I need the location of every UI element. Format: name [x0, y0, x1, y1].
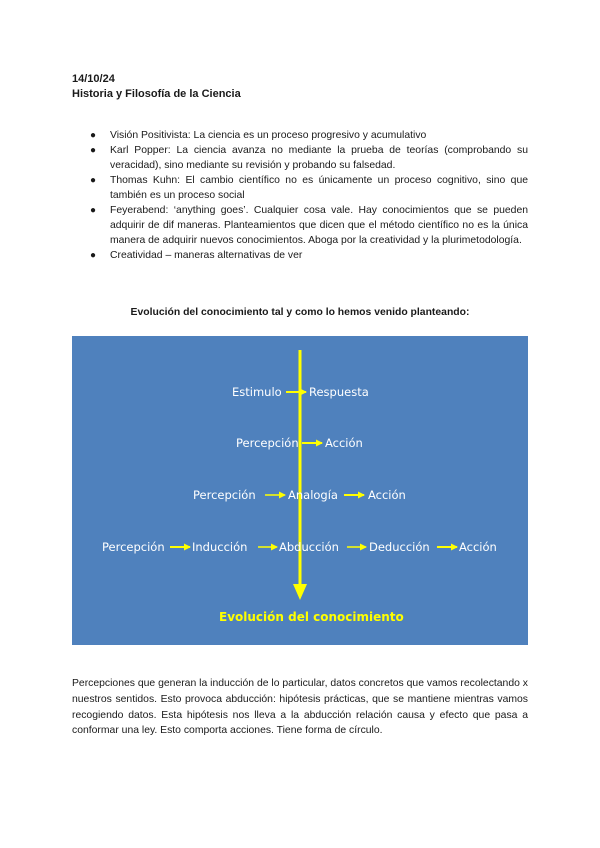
list-item: ● Thomas Kuhn: El cambio científico no es únicamente un proceso cognitivo, sino que también es un proceso social — [90, 175, 528, 201]
bullet-list — [72, 128, 528, 263]
summary-paragraph: Percepciones que generan la inducción de lo particular, datos concretos que vamos recolectando x nuestros sentidos. Esto provoca abducción: hipótesis prácticas, que se mantiene mientras vamos recogiendo datos. Esta hipótesis nos lleva a la abducción relación causa y efecto que pasa a conformar una ley. Esto comporta acciones. Tiene forma de círculo. — [72, 678, 528, 737]
bullet-icon: ● — [90, 205, 97, 216]
diagram-label-estimulo: Estimulo — [232, 385, 282, 399]
date: 14/10/24 — [72, 73, 115, 85]
list-item: ● Feyerabend: ‘anything goes’. Cualquier cosa vale. Hay conocimientos que se pueden adquirir de dif maneras. Planteamientos que dicen que el método científico no es la única manera de adquirir nuevos conocimientos. Aboga por la creatividad y la plurimetodología. — [90, 205, 528, 246]
list-item: ● Karl Popper: La ciencia avanza no mediante la prueba de teorías (comprobando su veracidad), sino mediante su revisión y probando su falsedad. — [90, 145, 528, 171]
diagram-label-accion: Acción — [325, 436, 363, 450]
knowledge-diagram — [72, 336, 528, 645]
diagram-label-abduccion: Abducción — [279, 540, 339, 554]
vertical-arrowhead-icon — [293, 584, 307, 600]
diagram-label-percepcion: Percepción — [236, 436, 299, 450]
diagram-label-respuesta: Respuesta — [309, 385, 369, 399]
diagram-label-accion: Acción — [459, 540, 497, 554]
diagram-label-deduccion: Deducción — [369, 540, 430, 554]
diagram-label-percepcion: Percepción — [102, 540, 165, 554]
list-item: ● Creatividad – maneras alternativas de ver — [90, 250, 303, 261]
section-title: Evolución del conocimiento tal y como lo hemos venido planteando: — [130, 307, 470, 318]
diagram-label-analogia: Analogía — [288, 488, 338, 502]
diagram-title: Evolución del conocimiento — [219, 610, 404, 624]
bullet-icon: ● — [90, 175, 97, 186]
diagram-label-percepcion: Percepción — [193, 488, 256, 502]
bullet-icon: ● — [90, 250, 97, 261]
diagram-canvas — [72, 336, 528, 645]
list-item: ● Visión Positivista: La ciencia es un proceso progresivo y acumulativo — [90, 130, 427, 141]
bullet-icon: ● — [90, 130, 97, 141]
diagram-label-accion: Acción — [368, 488, 406, 502]
subject-title: Historia y Filosofía de la Ciencia — [72, 88, 241, 100]
diagram-label-induccion: Inducción — [192, 540, 248, 554]
bullet-icon: ● — [90, 145, 97, 156]
